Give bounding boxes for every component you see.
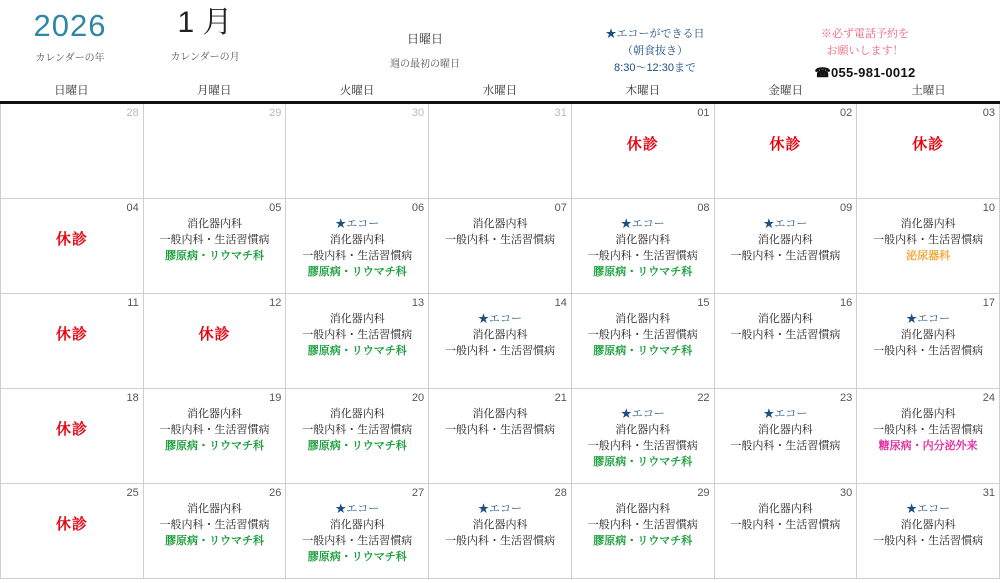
department-label: 一般内科・生活習慣病 [587, 518, 698, 531]
year-block [10, 8, 130, 64]
department-label: 一般内科・生活習慣病 [730, 518, 841, 531]
day-of-week-label: 火曜日 [339, 85, 375, 97]
day-entries [5, 229, 139, 251]
calendar-day-cell[interactable] [715, 389, 858, 484]
calendar-day-cell[interactable] [715, 484, 858, 579]
month-value: 1 月 [177, 6, 233, 39]
closed-label: 休診 [769, 136, 802, 153]
day-number: 28 [554, 487, 567, 499]
day-number: 01 [697, 107, 710, 119]
day-entries [861, 217, 995, 265]
echo-label: ★エコー [763, 408, 808, 420]
day-entries [861, 502, 995, 550]
day-entries [861, 312, 995, 360]
calendar-day-cell[interactable] [144, 389, 287, 484]
department-label: 消化器内科 [757, 423, 813, 436]
calendar-day-cell[interactable] [857, 104, 1000, 199]
department-label: 膠原病・リウマチ科 [307, 344, 407, 357]
department-label: 消化器内科 [615, 313, 671, 325]
echo-label: ★エコー [906, 503, 951, 515]
department-label: 膠原病・リウマチ科 [593, 344, 693, 357]
day-entries [861, 407, 995, 455]
department-label: 膠原病・リウマチ科 [307, 550, 407, 563]
day-entries [290, 407, 424, 455]
echo-label: ★エコー [477, 313, 522, 325]
department-label: 消化器内科 [757, 233, 813, 246]
department-label: 消化器内科 [615, 503, 671, 515]
department-label: 膠原病・リウマチ科 [593, 534, 693, 547]
calendar-day-cell[interactable] [1, 294, 144, 389]
echo-note-line1: ★エコーができる日 [605, 28, 705, 40]
day-number: 23 [840, 392, 853, 404]
day-entries [5, 324, 139, 346]
day-of-week-label: 木曜日 [625, 85, 661, 97]
tel-number: ☎055-981-0012 [814, 65, 916, 81]
year-caption: カレンダーの年 [35, 53, 105, 64]
day-number: 24 [982, 392, 995, 404]
day-number: 31 [554, 107, 567, 119]
department-label: 膠原病・リウマチ科 [307, 265, 407, 278]
calendar-day-cell[interactable] [572, 294, 715, 389]
day-number: 07 [554, 202, 567, 214]
echo-label: ★エコー [477, 503, 522, 515]
echo-note [570, 8, 740, 77]
calendar-day-cell[interactable] [144, 104, 287, 199]
day-of-week-label: 土曜日 [911, 85, 946, 97]
telephone-note [740, 8, 990, 83]
department-label: 消化器内科 [900, 218, 956, 230]
day-entries [576, 312, 710, 360]
closed-label: 休診 [912, 136, 945, 153]
department-label: 一般内科・生活習慣病 [159, 518, 270, 531]
department-label: 消化器内科 [329, 518, 385, 531]
first-day-caption: 週の最初の曜日 [390, 59, 460, 70]
day-entries [148, 324, 282, 346]
echo-note-line3: 8:30〜12:30まで [614, 62, 696, 75]
department-label: 消化器内科 [472, 408, 528, 420]
department-label: 消化器内科 [187, 503, 243, 515]
calendar-day-cell[interactable] [286, 199, 429, 294]
department-label: 一般内科・生活習慣病 [873, 423, 984, 436]
day-entries [290, 217, 424, 281]
calendar-day-cell[interactable] [1, 389, 144, 484]
day-entries [576, 407, 710, 471]
day-number: 21 [554, 392, 567, 404]
day-number: 17 [982, 297, 995, 309]
day-number: 29 [269, 107, 282, 119]
department-label: 消化器内科 [329, 408, 385, 420]
day-entries [576, 134, 710, 156]
day-number: 26 [269, 487, 282, 499]
calendar-day-cell[interactable] [715, 199, 858, 294]
department-label: 一般内科・生活習慣病 [159, 423, 270, 436]
day-number: 31 [982, 487, 995, 499]
department-label: 消化器内科 [472, 218, 528, 230]
department-label: 一般内科・生活習慣病 [444, 344, 555, 357]
calendar-day-cell[interactable] [144, 199, 287, 294]
department-label: 膠原病・リウマチ科 [165, 249, 265, 262]
calendar-day-cell[interactable] [429, 484, 572, 579]
day-number: 15 [697, 297, 710, 309]
calendar-day-cell[interactable] [1, 484, 144, 579]
echo-label: ★エコー [763, 218, 808, 230]
day-number: 30 [411, 107, 425, 119]
day-entries [719, 217, 853, 265]
day-number: 16 [840, 297, 853, 309]
day-number: 18 [126, 392, 139, 404]
department-label: 消化器内科 [757, 313, 813, 325]
calendar-day-cell[interactable] [286, 294, 429, 389]
closed-label: 休診 [55, 421, 88, 438]
day-entries [433, 407, 567, 439]
day-number: 06 [411, 202, 425, 214]
day-number: 28 [126, 107, 139, 119]
calendar-day-cell[interactable] [572, 199, 715, 294]
closed-label: 休診 [55, 516, 88, 533]
day-entries [5, 514, 139, 536]
department-label: 一般内科・生活習慣病 [587, 249, 698, 262]
tel-note-line2: お願いします！ [826, 45, 904, 58]
day-entries [719, 312, 853, 344]
calendar-day-cell[interactable] [857, 294, 1000, 389]
calendar-day-cell[interactable] [429, 104, 572, 199]
calendar-day-cell[interactable] [1, 104, 144, 199]
department-label: 一般内科・生活習慣病 [159, 233, 270, 246]
calendar-header [0, 0, 1000, 82]
day-number: 14 [554, 297, 567, 309]
department-label: 消化器内科 [187, 218, 243, 230]
calendar-day-cell[interactable] [572, 104, 715, 199]
calendar-day-cell[interactable] [572, 484, 715, 579]
department-label: 消化器内科 [900, 328, 956, 341]
day-entries [576, 502, 710, 550]
day-number: 05 [269, 202, 282, 214]
closed-label: 休診 [55, 326, 88, 343]
echo-note-line2: （朝食抜き） [622, 45, 688, 58]
calendar-day-cell[interactable] [429, 294, 572, 389]
department-label: 膠原病・リウマチ科 [593, 455, 693, 468]
day-entries [719, 502, 853, 534]
day-number: 09 [840, 202, 853, 214]
department-label: 一般内科・生活習慣病 [873, 233, 984, 246]
calendar-day-cell[interactable] [572, 389, 715, 484]
echo-label: ★エコー [335, 218, 380, 230]
year-value: 2026 [33, 8, 107, 43]
day-of-week-row [0, 82, 1000, 104]
closed-label: 休診 [198, 326, 231, 343]
department-label: 消化器内科 [187, 408, 243, 420]
department-label: 膠原病・リウマチ科 [593, 265, 693, 278]
day-entries [148, 407, 282, 455]
calendar-day-cell[interactable] [429, 199, 572, 294]
day-entries [290, 312, 424, 360]
day-number: 08 [697, 202, 710, 214]
echo-label: ★エコー [906, 313, 951, 325]
day-of-week-label: 水曜日 [482, 85, 518, 97]
echo-label: ★エコー [335, 503, 380, 515]
department-label: 消化器内科 [329, 233, 385, 246]
calendar-day-cell[interactable] [715, 294, 858, 389]
calendar-day-cell[interactable] [1, 199, 144, 294]
tel-note-line1: ※必ず電話予約を [821, 28, 909, 40]
day-number: 29 [697, 487, 710, 499]
first-day-block [280, 8, 570, 70]
closed-label: 休診 [55, 231, 88, 248]
department-label: 消化器内科 [900, 518, 956, 531]
day-of-week-label: 月曜日 [197, 85, 232, 97]
echo-label: ★エコー [620, 408, 665, 420]
day-number: 13 [411, 297, 425, 309]
month-caption: カレンダーの月 [170, 52, 240, 63]
calendar-day-cell[interactable] [286, 389, 429, 484]
day-entries [290, 502, 424, 566]
calendar-day-cell[interactable] [857, 199, 1000, 294]
calendar-day-cell[interactable] [286, 104, 429, 199]
day-of-week-label: 日曜日 [54, 85, 89, 97]
day-number: 30 [840, 487, 853, 499]
department-label: 一般内科・生活習慣病 [302, 328, 413, 341]
calendar-day-cell[interactable] [715, 104, 858, 199]
department-label: 消化器内科 [329, 313, 385, 325]
day-entries [148, 217, 282, 265]
day-number: 02 [840, 107, 853, 119]
day-number: 20 [411, 392, 425, 404]
department-label: 消化器内科 [472, 328, 528, 341]
day-entries [5, 419, 139, 441]
day-entries [433, 312, 567, 360]
department-label: 一般内科・生活習慣病 [302, 423, 413, 436]
department-label: 一般内科・生活習慣病 [444, 534, 555, 547]
department-label: 消化器内科 [900, 408, 956, 420]
calendar-day-cell[interactable] [144, 484, 287, 579]
day-number: 11 [127, 297, 139, 309]
calendar-grid [0, 104, 1000, 579]
department-label: 糖尿病・内分泌外来 [878, 439, 978, 452]
department-label: 一般内科・生活習慣病 [444, 423, 555, 436]
day-number: 04 [126, 202, 139, 214]
day-entries [719, 407, 853, 455]
day-entries [861, 134, 995, 156]
calendar-day-cell[interactable] [857, 484, 1000, 579]
day-of-week-label: 金曜日 [768, 85, 803, 97]
day-number: 22 [697, 392, 710, 404]
department-label: 一般内科・生活習慣病 [302, 249, 413, 262]
department-label: 膠原病・リウマチ科 [165, 439, 265, 452]
department-label: 一般内科・生活習慣病 [873, 534, 984, 547]
day-entries [433, 217, 567, 249]
department-label: 一般内科・生活習慣病 [587, 328, 698, 341]
department-label: 一般内科・生活習慣病 [587, 439, 698, 452]
department-label: 膠原病・リウマチ科 [307, 439, 407, 452]
first-day-value: 日曜日 [406, 32, 443, 46]
department-label: 消化器内科 [757, 503, 813, 515]
day-number: 10 [982, 202, 995, 214]
calendar-day-cell[interactable] [857, 389, 1000, 484]
closed-label: 休診 [626, 136, 659, 153]
day-entries [148, 502, 282, 550]
echo-label: ★エコー [620, 218, 665, 230]
day-entries [576, 217, 710, 281]
department-label: 一般内科・生活習慣病 [730, 249, 841, 262]
day-number: 12 [269, 297, 282, 309]
day-entries [719, 134, 853, 156]
department-label: 膠原病・リウマチ科 [165, 534, 265, 547]
department-label: 一般内科・生活習慣病 [730, 439, 841, 452]
calendar-day-cell[interactable] [429, 389, 572, 484]
calendar-day-cell[interactable] [286, 484, 429, 579]
day-number: 03 [982, 107, 995, 119]
department-label: 一般内科・生活習慣病 [730, 328, 841, 341]
department-label: 一般内科・生活習慣病 [302, 534, 413, 547]
day-number: 27 [411, 487, 425, 499]
day-number: 25 [126, 487, 139, 499]
day-entries [433, 502, 567, 550]
day-number: 19 [269, 392, 282, 404]
department-label: 消化器内科 [615, 423, 671, 436]
department-label: 消化器内科 [615, 233, 671, 246]
department-label: 一般内科・生活習慣病 [873, 344, 984, 357]
department-label: 一般内科・生活習慣病 [444, 233, 555, 246]
department-label: 消化器内科 [472, 518, 528, 531]
calendar-day-cell[interactable] [144, 294, 287, 389]
month-block [130, 8, 280, 63]
department-label: 泌尿器科 [906, 249, 951, 262]
